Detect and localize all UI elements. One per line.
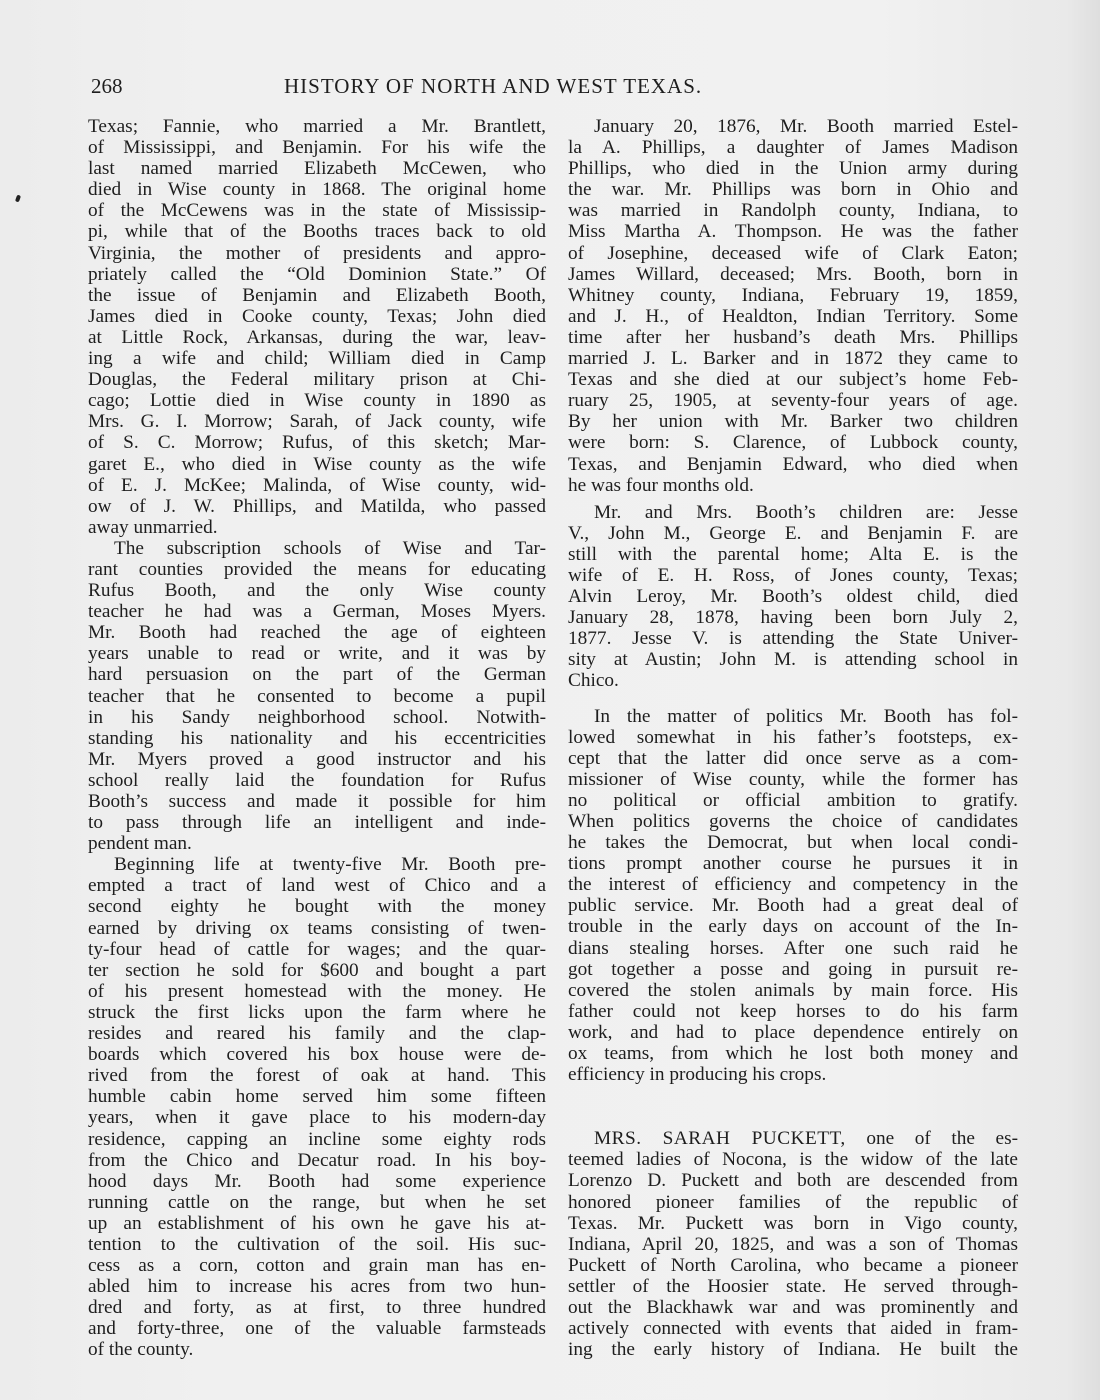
text-line: still with the parental home; Alta E. is the <box>568 543 1018 565</box>
text-line: of S. C. Morrow; Rufus, of this sketch; Mar- <box>88 432 546 454</box>
text-line: actively connected with events that aided in fram- <box>568 1318 1018 1340</box>
text-line: la A. Phillips, a daughter of James Madison <box>568 137 1018 159</box>
text-line: Douglas, the Federal military prison at Chi- <box>88 369 546 391</box>
text-line: ing the early history of Indiana. He built the <box>568 1339 1018 1361</box>
text-line: priately called the “Old Dominion State.” Of <box>88 263 546 285</box>
text-line: 1877. Jesse V. is attending the State Univer- <box>568 628 1018 650</box>
text-line: ow of J. W. Phillips, and Matilda, who passed <box>88 495 546 517</box>
text-line: and J. H., of Healdton, Indian Territory. Some <box>568 305 1018 327</box>
text-line: Alvin Leroy, Mr. Booth’s oldest child, died <box>568 586 1018 608</box>
text-line: dred and forty, as at first, to three hundred <box>88 1297 546 1319</box>
text-line: Texas and she died at our subject’s home Feb- <box>568 369 1018 391</box>
text-line: missioner of Wise county, while the former has <box>568 768 1018 790</box>
left-column <box>88 116 546 1361</box>
text-line: last named married Elizabeth McCewen, who <box>88 158 546 180</box>
text-line: married J. L. Barker and in 1872 they came to <box>568 348 1018 370</box>
text-line: cess as a corn, cotton and grain man has en- <box>88 1255 546 1277</box>
text-line: he takes the Democrat, but when local condi- <box>568 832 1018 854</box>
text-line: Puckett of North Carolina, who became a pioneer <box>568 1254 1018 1276</box>
text-line: pi, while that of the Booths traces back to old <box>88 221 546 243</box>
text-line: public service. Mr. Booth had a great deal of <box>568 895 1018 917</box>
text-line: wife of E. H. Ross, of Jones county, Texas; <box>568 564 1018 586</box>
text-line: rived from the forest of oak at hand. This <box>88 1065 546 1087</box>
text-line: to pass through life an intelligent and inde- <box>88 812 546 834</box>
text-line: garet E., who died in Wise county as the wife <box>88 453 546 475</box>
text-line: of the county. <box>88 1339 194 1361</box>
text-line: of Josephine, deceased wife of Clark Eaton; <box>568 242 1018 264</box>
biography-subject-name: MRS. SARAH PUCKETT, <box>594 1128 846 1150</box>
text-line: cept that the latter did once serve as a com- <box>568 747 1018 769</box>
text-line: boards which covered his box house were de- <box>88 1044 546 1066</box>
text-line: Virginia, the mother of presidents and appro- <box>88 242 546 264</box>
text-line: the issue of Benjamin and Elizabeth Booth, <box>88 284 546 306</box>
text-line: The subscription schools of Wise and Tar- <box>114 537 546 559</box>
margin-ink-mark <box>15 195 21 203</box>
text-line: Whitney county, Indiana, February 19, 1859, <box>568 284 1018 306</box>
text-line: got together a posse and going in pursuit re- <box>568 958 1018 980</box>
paragraph-education <box>88 538 546 854</box>
text-line: teemed ladies of Nocona, is the widow of the late <box>568 1149 1018 1171</box>
running-head-title: HISTORY OF NORTH AND WEST TEXAS. <box>284 74 703 98</box>
text-line: of his present homestead with the money. He <box>88 980 546 1002</box>
right-column <box>568 116 1018 1360</box>
text-line: tions prompt another course he pursues it in <box>568 853 1018 875</box>
page-number: 268 <box>91 74 123 98</box>
text-line: ruary 25, 1905, at seventy-four years of age. <box>568 390 1018 412</box>
text-line: teacher he had was a German, Moses Myers. <box>88 601 546 623</box>
text-line: By her union with Mr. Barker two children <box>568 411 1018 433</box>
text-line: no political or official ambition to gratify. <box>568 789 1018 811</box>
text-line: lowed somewhat in his father’s footsteps, ex- <box>568 726 1018 748</box>
text-line: James died in Cooke county, Texas; John died <box>88 305 546 327</box>
text-line: ox teams, from which he lost both money and <box>568 1043 1018 1065</box>
paragraph-booth-family <box>88 116 546 538</box>
text-line: V., John M., George E. and Benjamin F. are <box>568 522 1018 544</box>
text-line: Beginning life at twenty-five Mr. Booth pre- <box>114 854 546 876</box>
text-line: abled him to increase his acres from two hun- <box>88 1276 546 1298</box>
text-line: standing his nationality and his eccentricities <box>88 727 546 749</box>
text-line: up an establishment of his own he gave his at- <box>88 1212 546 1234</box>
paragraph-sarah-puckett <box>568 1128 1018 1360</box>
text-line: Phillips, who died in the Union army during <box>568 158 1018 180</box>
text-line: struck the first licks upon the farm where he <box>88 1001 546 1023</box>
text-line: running cattle on the range, but when he set <box>88 1191 546 1213</box>
text-line: the war. Mr. Phillips was born in Ohio and <box>568 179 1018 201</box>
text-line <box>568 1128 1018 1149</box>
text-line: trouble in the early days on account of the In- <box>568 916 1018 938</box>
text-line: dians stealing horses. After one such raid he <box>568 937 1018 959</box>
text-line: In the matter of politics Mr. Booth has fol- <box>594 705 1018 727</box>
text-line: settler of the Hoosier state. He served through- <box>568 1275 1018 1297</box>
paragraph-homestead <box>88 854 546 1360</box>
text-line: father could not keep horses to do his farm <box>568 1000 1018 1022</box>
text-line: earned by driving ox teams consisting of twen- <box>88 917 546 939</box>
text-line: rant counties provided the means for educating <box>88 558 546 580</box>
text-line: Rufus Booth, and the only Wise county <box>88 580 546 602</box>
text-line: Mr. and Mrs. Booth’s children are: Jesse <box>594 501 1018 523</box>
text-line: cago; Lottie died in Wise county in 1890 as <box>88 390 546 412</box>
text-line: ty-four head of cattle for wages; and the quar- <box>88 938 546 960</box>
text-line: Lorenzo D. Puckett and both are descended from <box>568 1170 1018 1192</box>
text-line: school really laid the foundation for Rufus <box>88 769 546 791</box>
text-line: years unable to read or write, and it was by <box>88 643 546 665</box>
text-line: Mr. Booth had reached the age of eighteen <box>88 622 546 644</box>
text-fragment: one of the es- <box>845 1128 1018 1150</box>
text-line: of the McCewens was in the state of Mississip- <box>88 200 546 222</box>
text-line: hard persuasion on the part of the German <box>88 664 546 686</box>
text-line: Mrs. G. I. Morrow; Sarah, of Jack county, wife <box>88 411 546 433</box>
text-line: efficiency in producing his crops. <box>568 1064 827 1086</box>
text-line: empted a tract of land west of Chico and a <box>88 875 546 897</box>
text-line: was married in Randolph county, Indiana, to <box>568 200 1018 222</box>
text-line: from the Chico and Decatur road. In his boy- <box>88 1149 546 1171</box>
text-line: Indiana, April 20, 1825, and was a son of Thomas <box>568 1233 1018 1255</box>
text-line: humble cabin home served him some fifteen <box>88 1086 546 1108</box>
text-line: ing a wife and child; William died in Camp <box>88 348 546 370</box>
text-line: Booth’s success and made it possible for him <box>88 791 546 812</box>
text-line: residence, capping an incline some eighty rods <box>88 1128 546 1150</box>
text-line: Chico. <box>568 670 619 692</box>
text-line: honored pioneer families of the republic of <box>568 1191 1018 1213</box>
paragraph-politics <box>568 706 1018 1086</box>
text-line: the interest of efficiency and competency in the <box>568 874 1018 896</box>
paragraph-marriage <box>568 116 1018 496</box>
text-line: years, when it gave place to his modern-day <box>88 1107 546 1129</box>
text-line: January 20, 1876, Mr. Booth married Estel- <box>594 116 1018 137</box>
text-line: tention to the cultivation of the soil. His suc- <box>88 1233 546 1255</box>
text-line: died in Wise county in 1868. The original home <box>88 179 546 201</box>
text-line: away unmarried. <box>88 516 218 538</box>
text-line: second eighty he bought with the money <box>88 896 546 918</box>
text-line: Miss Martha A. Thompson. He was the father <box>568 221 1018 243</box>
text-line: pendent man. <box>88 833 192 855</box>
paragraph-children <box>568 502 1018 692</box>
text-line: resides and reared his family and the clap- <box>88 1023 546 1045</box>
text-line: in his Sandy neighborhood school. Notwith- <box>88 706 546 728</box>
text-line: Mr. Myers proved a good instructor and his <box>88 748 546 770</box>
text-line: sity at Austin; John M. is attending school in <box>568 649 1018 671</box>
text-line: covered the stolen animals by main force. His <box>568 979 1018 1001</box>
text-line: of Mississippi, and Benjamin. For his wife the <box>88 137 546 159</box>
text-line: ter section he sold for $600 and bought a part <box>88 959 546 981</box>
text-line: and forty-three, one of the valuable farmsteads <box>88 1318 546 1340</box>
text-line: January 28, 1878, having been born July 2, <box>568 607 1018 629</box>
text-line: hood days Mr. Booth had some experience <box>88 1170 546 1192</box>
text-line: Texas, and Benjamin Edward, who died when <box>568 453 1018 475</box>
text-line: at Little Rock, Arkansas, during the war, leav- <box>88 326 546 348</box>
text-line: out the Blackhawk war and was prominently and <box>568 1296 1018 1318</box>
text-line: he was four months old. <box>568 474 754 496</box>
page-header <box>91 74 811 104</box>
text-line: Texas; Fannie, who married a Mr. Brantlett, <box>88 116 546 137</box>
text-line: of E. J. McKee; Malinda, of Wise county, wid- <box>88 474 546 496</box>
text-line: Texas. Mr. Puckett was born in Vigo county, <box>568 1212 1018 1234</box>
text-line: work, and had to place dependence entirely on <box>568 1021 1018 1043</box>
text-line: teacher that he consented to become a pupil <box>88 685 546 707</box>
text-line: When politics governs the choice of candidates <box>568 811 1018 832</box>
text-line: time after her husband’s death Mrs. Phillips <box>568 326 1018 348</box>
text-line: James Willard, deceased; Mrs. Booth, born in <box>568 263 1018 285</box>
text-line: were born: S. Clarence, of Lubbock county, <box>568 432 1018 454</box>
